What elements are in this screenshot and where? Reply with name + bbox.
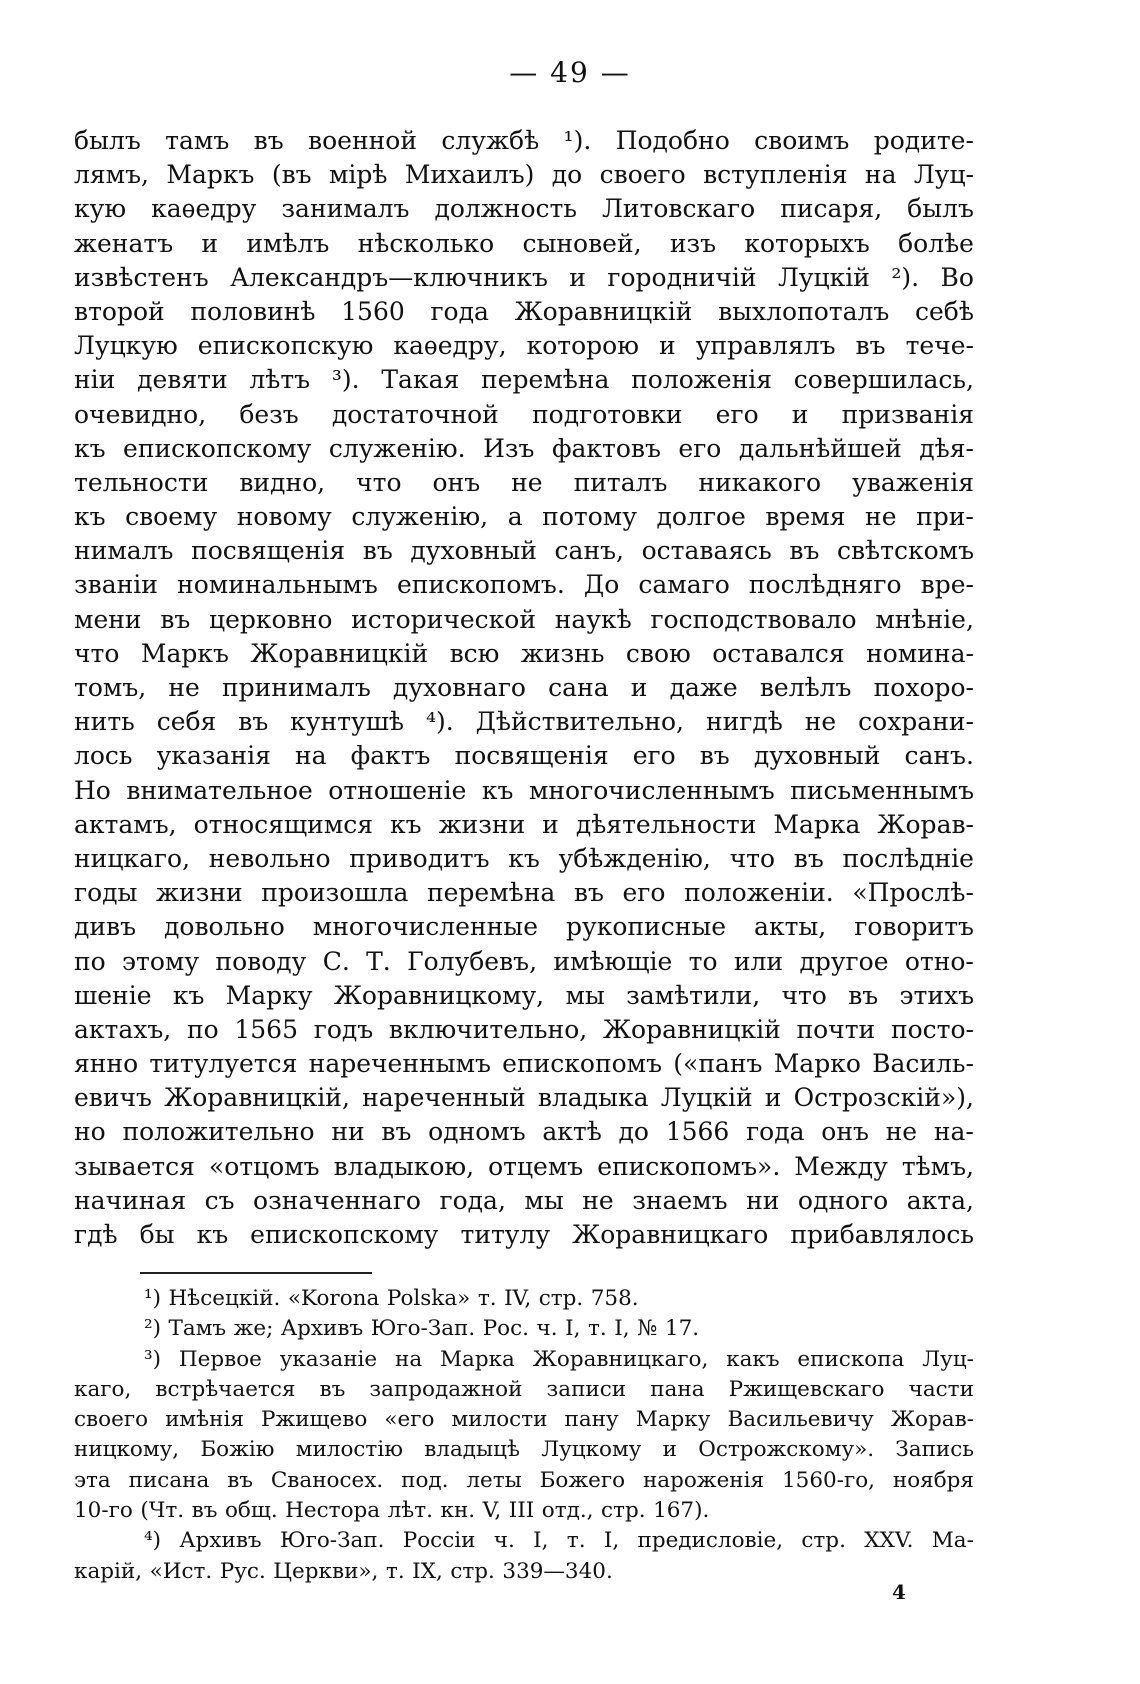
body-line-1: былъ тамъ въ военной службѣ ¹). Подобно своимъ родите-: [74, 126, 974, 155]
footnote-line-6: ницкому, Божію милостію владыцѣ Луцкому и Острожскому». Запись: [74, 1437, 974, 1463]
body-line-5: извѣстенъ Александръ—ключникъ и городничій Луцкій ²). Во: [74, 262, 974, 292]
body-line-17: томъ, не принималъ духовнаго сана и даже велѣлъ похоро-: [74, 673, 974, 702]
body-line-13: нималъ посвященія въ духовный санъ, оставаясь въ свѣтскомъ: [74, 536, 974, 566]
body-line-29: евичъ Жоравницкій, нареченный владыка Луцкій и Острозскій»),: [74, 1083, 974, 1113]
footnote-line-3: ³) Первое указаніе на Марка Жоравницкаго, какъ епископа Луц-: [144, 1346, 974, 1372]
body-line-10: къ епископскому служенію. Изъ фактовъ его дальнѣйшей дѣя-: [74, 433, 974, 463]
body-line-21: актамъ, относящимся къ жизни и дѣятельности Марка Жорав-: [74, 809, 974, 839]
body-line-6: второй половинѣ 1560 года Жоравницкій выхлопоталъ себѣ: [74, 296, 974, 326]
body-line-3: кую каѳедру занималъ должность Литовскаго писаря, былъ: [74, 194, 974, 224]
body-line-30: но положительно ни въ одномъ актѣ до 1566 года онъ не на-: [74, 1117, 974, 1147]
body-line-31: зывается «отцомъ владыкою, отцемъ епископомъ». Между тѣмъ,: [74, 1151, 974, 1181]
footnote-line-8: 10-го (Чт. въ общ. Нестора лѣт. кн. V, III отд., стр. 167).: [74, 1498, 710, 1524]
footnote-line-7: эта писана въ Сваносех. под. леты Божего нароженія 1560-го, ноября: [74, 1467, 974, 1493]
footnote-line-10: карій, «Ист. Рус. Церкви», т. IX, стр. 339—340.: [74, 1558, 613, 1584]
body-line-14: званіи номинальнымъ епископомъ. До самаго послѣдняго вре-: [74, 570, 974, 600]
body-line-12: къ своему новому служенію, а потому долгое время не при-: [74, 502, 974, 532]
body-line-33: гдѣ бы къ епископскому титулу Жоравницкаго прибавлялось: [74, 1220, 974, 1249]
body-line-25: по этому поводу С. Т. Голубевъ, имѣющіе то или другое отно-: [74, 946, 974, 976]
footnote-line-2: ²) Тамъ же; Архивъ Юго-Зап. Рос. ч. I, т. I, № 17.: [144, 1316, 700, 1342]
body-line-26: шеніе къ Марку Жоравницкому, мы замѣтили, что въ этихъ: [74, 980, 974, 1010]
body-line-28: янно титулуется нареченнымъ епископомъ («панъ Марко Василь-: [74, 1049, 974, 1079]
footnote-line-1: ¹) Нѣсецкій. «Korona Polska» т. IV, стр. 758.: [144, 1286, 639, 1311]
body-line-16: что Маркъ Жоравницкій всю жизнь свою оставался номина-: [74, 638, 974, 668]
body-line-22: ницкаго, невольно приводитъ къ убѣжденію, что въ послѣдніе: [74, 843, 974, 873]
page-number: — 49 —: [509, 56, 631, 89]
body-text: [74, 124, 974, 1252]
footnote-line-5: своего имѣнія Ржищево «его милости пану Марку Васильевичу Жорав-: [74, 1407, 974, 1433]
body-line-27: актахъ, по 1565 годъ включительно, Жоравницкій почти посто-: [74, 1014, 974, 1044]
footnote-divider: [140, 1272, 372, 1274]
body-line-20: Но внимательное отношеніе къ многочисленнымъ письменнымъ: [74, 775, 974, 805]
footnote-line-4: каго, встрѣчается въ запродажной записи пана Ржищевскаго части: [74, 1376, 974, 1402]
body-line-15: мени въ церковно исторической наукѣ господствовало мнѣніе,: [74, 604, 974, 634]
body-line-7: Луцкую епископскую каѳедру, которою и управлялъ въ тече-: [74, 331, 974, 361]
body-line-18: нить себя въ кунтушѣ ⁴). Дѣйствительно, нигдѣ не сохрани-: [74, 707, 974, 737]
printer-signature-mark: 4: [892, 1580, 906, 1604]
footnote-line-9: ⁴) Архивъ Юго-Зап. Россіи ч. I, т. I, предисловіе, стр. XXV. Ма-: [144, 1528, 974, 1554]
body-line-11: тельности видно, что онъ не питалъ никакого уваженія: [74, 467, 974, 497]
body-line-8: ніи девяти лѣтъ ³). Такая перемѣна положенія совершилась,: [74, 365, 974, 395]
body-line-24: дивъ довольно многочисленные рукописные акты, говоритъ: [74, 912, 974, 942]
body-line-2: лямъ, Маркъ (въ мірѣ Михаилъ) до своего вступленія на Луц-: [74, 160, 974, 190]
body-line-4: женатъ и имѣлъ нѣсколько сыновей, изъ которыхъ болѣе: [74, 228, 974, 258]
body-line-23: годы жизни произошла перемѣна въ его положеніи. «Прослѣ-: [74, 878, 974, 908]
footnotes: [74, 1284, 974, 1587]
body-line-19: лось указанія на фактъ посвященія его въ духовный санъ.: [74, 741, 974, 771]
body-line-32: начиная съ означеннаго года, мы не знаемъ ни одного акта,: [74, 1185, 974, 1215]
body-line-9: очевидно, безъ достаточной подготовки его и призванія: [74, 399, 974, 429]
